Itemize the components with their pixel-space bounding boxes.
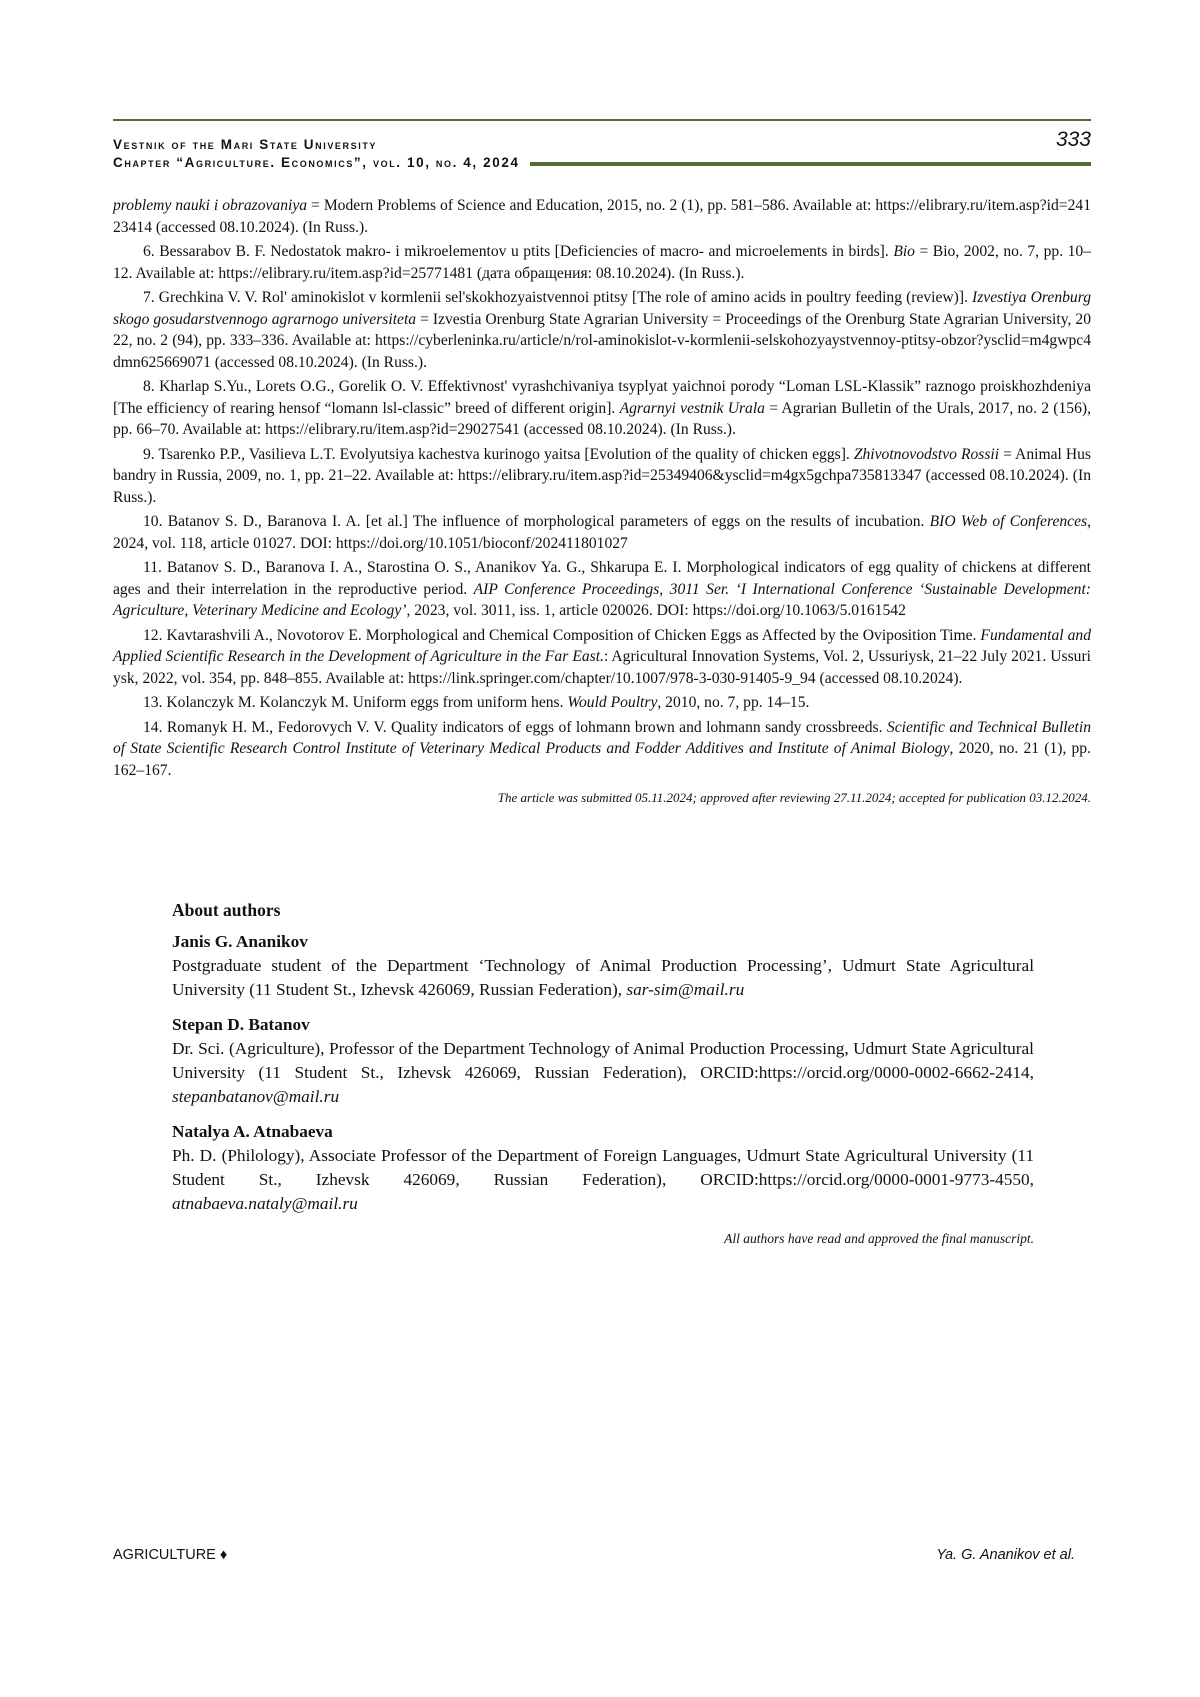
author-name: Janis G. Ananikov	[172, 932, 308, 951]
reference-13-details: , 2010, no. 7, pp. 14–15.	[657, 694, 810, 711]
reference-10-text: 10. Batanov S. D., Baranova I. A. [et al.] The influence of morphological parameters of eggs on the results of incubation.	[143, 513, 930, 530]
header-rule	[530, 162, 1091, 166]
chapter-info: Chapter “Agriculture. Economics”, vol. 10, no. 4, 2024	[113, 155, 520, 170]
approval-note: All authors have read and approved the final manuscript.	[724, 1231, 1034, 1246]
author-entry	[172, 930, 1034, 1002]
reference-5-source: problemy nauki i obrazovaniya	[113, 197, 308, 214]
author-email: stepanbatanov@mail.ru	[172, 1087, 340, 1106]
reference-10-source: BIO Web of Conferences	[929, 513, 1088, 530]
about-authors-section	[172, 898, 1034, 1251]
reference-6	[113, 241, 1091, 284]
running-footer	[113, 1547, 1075, 1563]
footer-authors: Ya. G. Ananikov et al.	[936, 1547, 1075, 1563]
reference-8	[113, 376, 1091, 441]
reference-7	[113, 287, 1091, 373]
reference-11	[113, 557, 1091, 622]
reference-6-details: = Bio, 2002, no. 7, pp. 10–12. Available at: https://elibrary.ru/item.asp?id=25771481 (дата обращения: 08.10.2024). (In Russ.).	[113, 243, 1092, 282]
author-entry	[172, 1120, 1034, 1216]
reference-9-details: = Animal Husbandry in Russia, 2009, no. 1, pp. 21–22. Available at: https://elibrary.ru/item.asp?id=25349406&ysclid=m4gx5gchpa735813347 (accessed 08.10.2024). (In Russ.).	[113, 445, 1091, 506]
reference-12-source: Fundamental and Applied Scientific Research in the Development of Agriculture in the Far East.	[113, 626, 1091, 665]
reference-6-text: 6. Bessarabov B. F. Nedostatok makro- i mikroelementov u ptits [Deficiencies of macro- and microelements in birds].	[143, 243, 894, 260]
about-authors-heading: About authors	[172, 900, 281, 920]
reference-11-text: 11. Batanov S. D., Baranova I. A., Starostina O. S., Ananikov Ya. G., Shkarupa E. I. Morphological indicators of egg quality of chickens at different ages and their interrelation in the reproductive period.	[113, 559, 1091, 598]
reference-5-text: = Modern Problems of Science and Education, 2015, no. 2 (1), pp. 581–586. Available at: https://elibrary.ru/item.asp?id=24123414 (accessed 08.10.2024). (In Russ.).	[113, 197, 1091, 236]
author-name: Stepan D. Batanov	[172, 1015, 310, 1034]
reference-12-text: 12. Kavtarashvili A., Novotorov E. Morphological and Chemical Composition of Chicken Eggs as Affected by the Oviposition Time.	[143, 626, 981, 644]
author-affiliation-text: Postgraduate student of the Department ‘Technology of Animal Production Processing’, Udmurt State Agricultural University (11 Student St., Izhevsk 426069, Russian Federation),	[172, 956, 1034, 999]
references-section	[113, 195, 1091, 812]
reference-9-text: 9. Tsarenko P.P., Vasilieva L.T. Evolyutsiya kachestva kurinogo yaitsa [Evolution of the quality of chicken eggs].	[143, 445, 854, 463]
author-affiliation	[172, 954, 1034, 1002]
page-number: 333	[1055, 128, 1091, 151]
reference-7-source: Izvestiya Orenburgskogo gosudarstvennogo agrarnogo universiteta	[113, 289, 1091, 328]
reference-9	[113, 444, 1091, 509]
author-affiliation	[172, 1144, 1034, 1216]
journal-title: Vestnik of the Mari State University	[113, 137, 378, 152]
submission-dates: The article was submitted 05.11.2024; approved after reviewing 27.11.2024; accepted for publication 03.12.2024.	[497, 790, 1091, 805]
author-affiliation	[172, 1037, 1034, 1109]
top-rule	[113, 119, 1091, 121]
reference-12	[113, 625, 1091, 690]
reference-10	[113, 511, 1091, 554]
reference-7-text: 7. Grechkina V. V. Rol' aminokislot v kormlenii sel'skokhozyaistvennoi ptitsy [The role of amino acids in poultry feeding (review)].	[143, 289, 973, 306]
reference-11-details: , 2023, vol. 3011, iss. 1, article 020026. DOI: https://doi.org/10.1063/5.0161542	[406, 602, 906, 619]
reference-7-details: = Izvestia Orenburg State Agrarian University = Proceedings of the Orenburg State Agrarian University, 2022, no. 2 (94), pp. 333–336. Available at: https://cyberleninka.ru/article/n/rol-aminokislot-v-kormlenii-selskohozyaystvennoy-ptitsy-obzor?ysclid=m4gwpc4dmn625669071 (accessed 08.10.2024). (In Russ.).	[113, 310, 1091, 371]
author-email: sar-sim@mail.ru	[626, 980, 745, 999]
reference-14-text: 14. Romanyk H. M., Fedorovych V. V. Quality indicators of eggs of lohmann brown and lohmann sandy crossbreeds.	[143, 718, 887, 736]
reference-5-continued	[113, 195, 1091, 238]
reference-10-details: , 2024, vol. 118, article 01027. DOI: https://doi.org/10.1051/bioconf/202411801027	[113, 513, 1091, 552]
chapter-row	[113, 154, 1091, 172]
footer-section-label: AGRICULTURE ♦	[113, 1547, 228, 1563]
reference-8-text: 8. Kharlap S.Yu., Lorets O.G., Gorelik O. V. Effektivnost' vyrashchivaniya tsyplyat yaichnoi porody “Loman LSL-Klassik” raznogo proiskhozhdeniya [The efficiency of rearing hensof “lomann lsl-classic” breed of different origin].	[113, 378, 1091, 417]
reference-13-text: 13. Kolanczyk M. Kolanczyk M. Uniform eggs from uniform hens.	[143, 694, 568, 711]
reference-14-details: , 2020, no. 21 (1), pp. 162–167.	[113, 740, 1091, 779]
author-affiliation-text: Ph. D. (Philology), Associate Professor of the Department of Foreign Languages, Udmurt State Agricultural University (11 Student St., Izhevsk 426069, Russian Federation), ORCID:https://orcid.org/0000-0001-9773-4550,	[172, 1146, 1034, 1189]
reference-13	[113, 692, 1091, 714]
author-name: Natalya A. Atnabaeva	[172, 1122, 333, 1141]
author-entry	[172, 1013, 1034, 1109]
reference-9-source: Zhivotnovodstvo Rossii	[853, 445, 1000, 463]
reference-6-source: Bio	[893, 243, 915, 260]
running-header	[113, 128, 1091, 176]
reference-8-details: = Agrarian Bulletin of the Urals, 2017, no. 2 (156), pp. 66–70. Available at: https://elibrary.ru/item.asp?id=29027541 (accessed 08.10.2024). (In Russ.).	[113, 399, 1091, 438]
reference-14	[113, 717, 1091, 782]
reference-11-source: AIP Conference Proceedings, 3011 Ser. ‘I International Conference ‘Sustainable Development: Agriculture, Veterinary Medicine and Ecology’	[113, 580, 1091, 619]
reference-12-details: : Agricultural Innovation Systems, Vol. 2, Ussuriysk, 21–22 July 2021. Ussuriysk, 2022, vol. 354, pp. 848–855. Available at: https://link.springer.com/chapter/10.1007/978-3-030-91405-9_94 (accessed 08.10.2024).	[113, 648, 1091, 687]
author-email: atnabaeva.nataly@mail.ru	[172, 1194, 358, 1213]
reference-13-source: Would Poultry	[567, 694, 658, 711]
reference-14-source: Scientific and Technical Bulletin of State Scientific Research Control Institute of Veterinary Medical Products and Fodder Additives and Institute of Animal Biology	[113, 718, 1091, 757]
reference-8-source: Agrarnyi vestnik Urala	[619, 399, 765, 417]
author-affiliation-text: Dr. Sci. (Agriculture), Professor of the Department Technology of Animal Production Processing, Udmurt State Agricultural University (11 Student St., Izhevsk 426069, Russian Federation), ORCID:https://orcid.org/0000-0002-6662-2414,	[172, 1039, 1034, 1082]
